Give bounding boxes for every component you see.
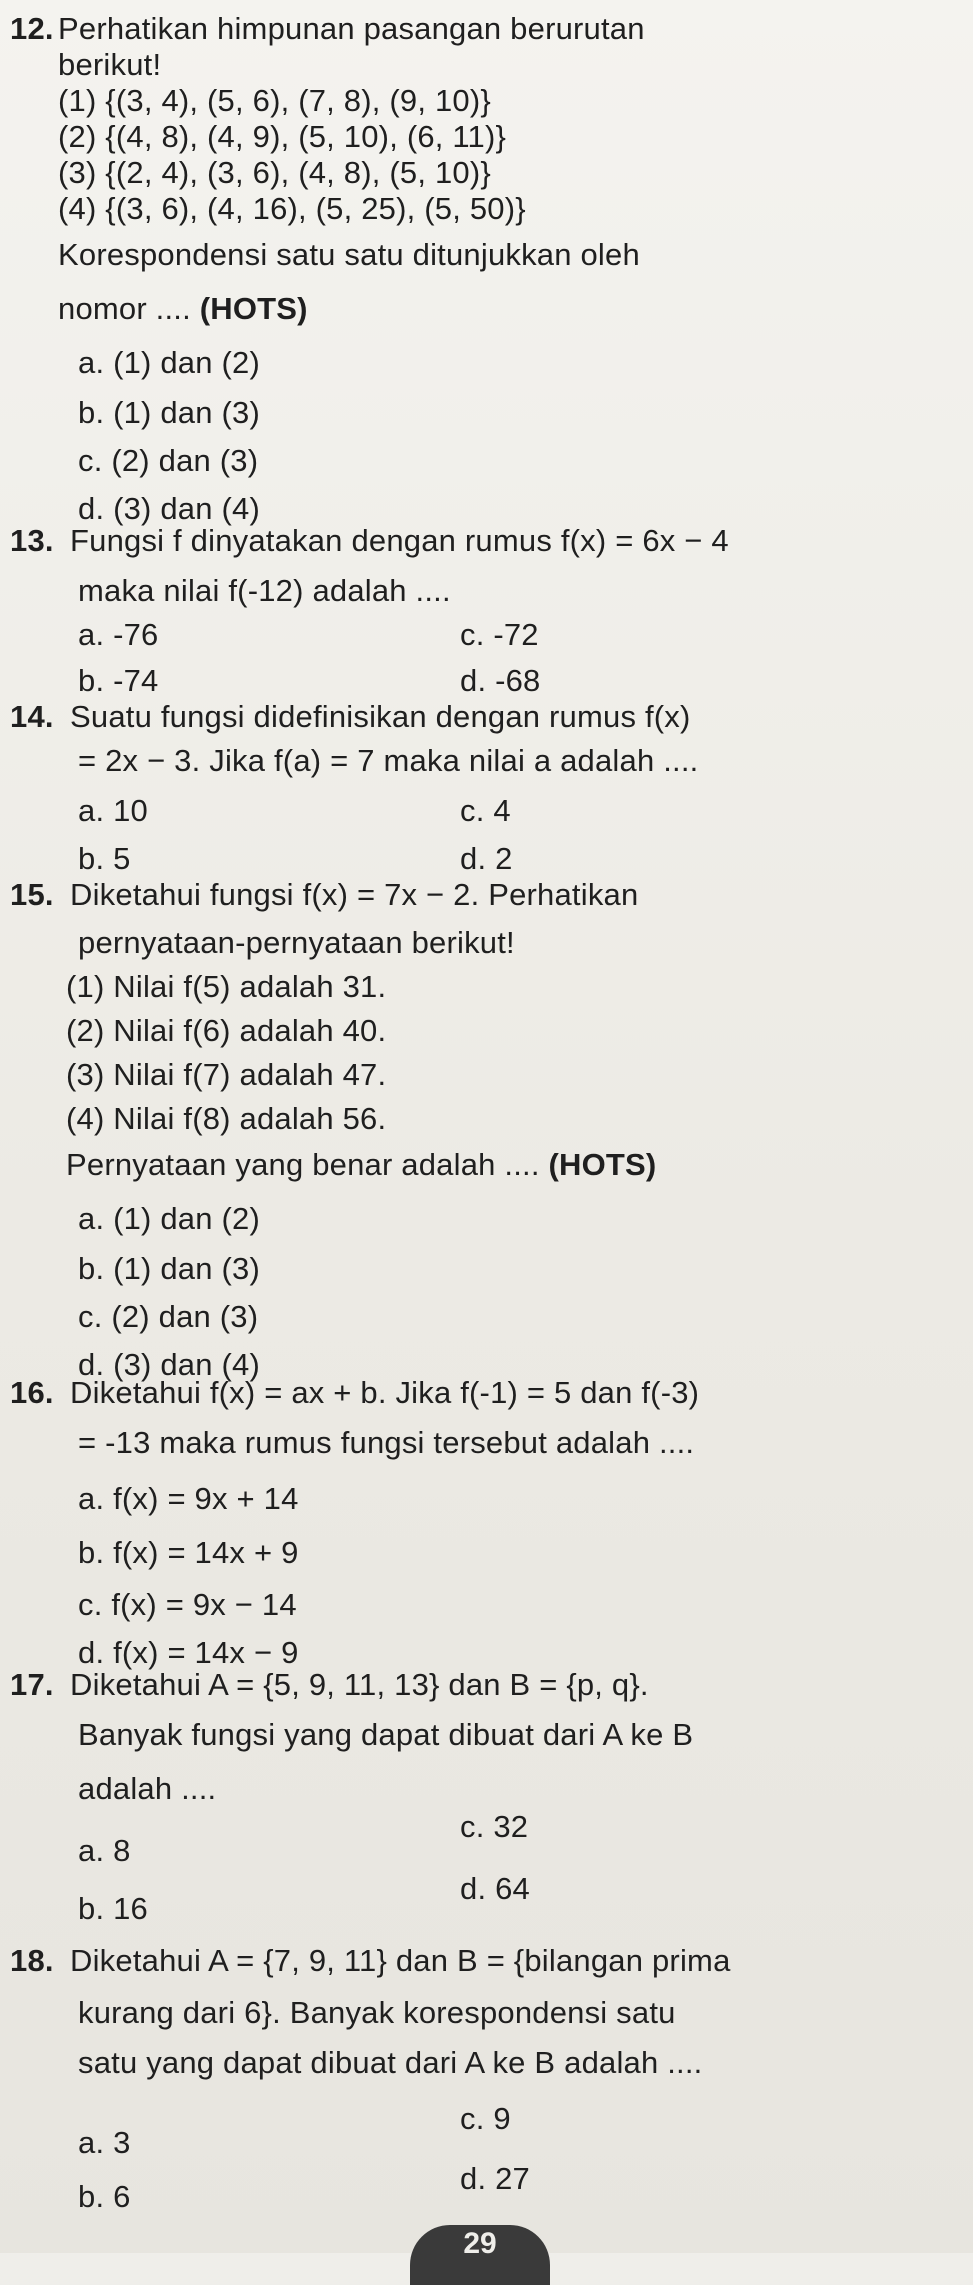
q12-option-a: a. (1) dan (2) <box>78 345 260 380</box>
q14-option-c: c. 4 <box>460 793 511 828</box>
q13-line1: Fungsi f dinyatakan dengan rumus f(x) = 6x − 4 <box>70 523 729 558</box>
q12-stem-line1: Perhatikan himpunan pasangan berurutan <box>58 11 645 46</box>
q12-question-line2 <box>58 290 308 328</box>
q15-option-d: d. (3) dan (4) <box>78 1347 260 1382</box>
q13-number: 13. <box>10 523 54 558</box>
q18-option-b: b. 6 <box>78 2179 131 2214</box>
q12-item-3: (3) {(2, 4), (3, 6), (4, 8), (5, 10)} <box>58 155 491 190</box>
q16-option-a: a. f(x) = 9x + 14 <box>78 1481 299 1516</box>
q18-number: 18. <box>10 1943 54 1978</box>
q17-option-a: a. 8 <box>78 1833 131 1868</box>
q17-number: 17. <box>10 1667 54 1702</box>
q12-item-4: (4) {(3, 6), (4, 16), (5, 25), (5, 50)} <box>58 191 526 226</box>
q15-option-b: b. (1) dan (3) <box>78 1251 260 1286</box>
q16-option-d: d. f(x) = 14x − 9 <box>78 1635 299 1670</box>
q16-option-c: c. f(x) = 9x − 14 <box>78 1587 297 1622</box>
q15-hots-label: (HOTS) <box>548 1147 657 1182</box>
q12-question-text: nomor .... <box>58 291 200 326</box>
q16-option-b: b. f(x) = 14x + 9 <box>78 1535 299 1570</box>
q17-option-d: d. 64 <box>460 1871 530 1906</box>
q12-item-2: (2) {(4, 8), (4, 9), (5, 10), (6, 11)} <box>58 119 507 154</box>
q16-number: 16. <box>10 1375 54 1410</box>
q15-item-4: (4) Nilai f(8) adalah 56. <box>66 1101 387 1136</box>
q18-option-a: a. 3 <box>78 2125 131 2160</box>
q15-number: 15. <box>10 877 54 912</box>
q13-option-d: d. -68 <box>460 663 541 698</box>
q13-option-c: c. -72 <box>460 617 539 652</box>
q15-line1: Diketahui fungsi f(x) = 7x − 2. Perhatikan <box>70 877 639 912</box>
q16-line2: = -13 maka rumus fungsi tersebut adalah .... <box>78 1425 695 1460</box>
q17-line2: Banyak fungsi yang dapat dibuat dari A ke B <box>78 1717 694 1752</box>
q12-option-b: b. (1) dan (3) <box>78 395 260 430</box>
q18-option-c: c. 9 <box>460 2101 511 2136</box>
q18-option-d: d. 27 <box>460 2161 530 2196</box>
q15-option-c: c. (2) dan (3) <box>78 1299 259 1334</box>
q15-question <box>66 1146 656 1184</box>
q14-option-b: b. 5 <box>78 841 131 876</box>
q17-option-c: c. 32 <box>460 1809 529 1844</box>
q15-option-a: a. (1) dan (2) <box>78 1201 260 1236</box>
q13-option-b: b. -74 <box>78 663 159 698</box>
q17-line3: adalah .... <box>78 1771 217 1806</box>
q15-line2: pernyataan-pernyataan berikut! <box>78 925 515 960</box>
q14-number: 14. <box>10 699 54 734</box>
q16-line1: Diketahui f(x) = ax + b. Jika f(-1) = 5 dan f(-3) <box>70 1375 700 1410</box>
page-number: 29 <box>463 2227 497 2260</box>
q15-question-text: Pernyataan yang benar adalah .... <box>66 1147 549 1182</box>
q13-option-a: a. -76 <box>78 617 159 652</box>
q15-item-3: (3) Nilai f(7) adalah 47. <box>66 1057 387 1092</box>
q12-stem-line2: berikut! <box>58 47 162 82</box>
q12-question-line1: Korespondensi satu satu ditunjukkan oleh <box>58 237 640 272</box>
q18-line1: Diketahui A = {7, 9, 11} dan B = {bilangan prima <box>70 1943 731 1978</box>
q13-line2: maka nilai f(-12) adalah .... <box>78 573 451 608</box>
q15-item-1: (1) Nilai f(5) adalah 31. <box>66 969 387 1004</box>
q12-option-d: d. (3) dan (4) <box>78 491 260 526</box>
page-number-badge <box>410 2225 550 2285</box>
q12-hots-label: (HOTS) <box>199 291 308 326</box>
q14-line2: = 2x − 3. Jika f(a) = 7 maka nilai a adalah .... <box>78 743 699 778</box>
q18-line2: kurang dari 6}. Banyak korespondensi satu <box>78 1995 676 2030</box>
q12-option-c: c. (2) dan (3) <box>78 443 259 478</box>
q18-line3: satu yang dapat dibuat dari A ke B adalah .... <box>78 2045 703 2080</box>
q14-line1: Suatu fungsi didefinisikan dengan rumus f(x) <box>70 699 691 734</box>
q14-option-a: a. 10 <box>78 793 148 828</box>
q12-number: 12. <box>10 11 54 46</box>
q14-option-d: d. 2 <box>460 841 513 876</box>
q17-line1: Diketahui A = {5, 9, 11, 13} dan B = {p, q}. <box>70 1667 649 1702</box>
q15-item-2: (2) Nilai f(6) adalah 40. <box>66 1013 387 1048</box>
q12-item-1: (1) {(3, 4), (5, 6), (7, 8), (9, 10)} <box>58 83 491 118</box>
q17-option-b: b. 16 <box>78 1891 148 1926</box>
